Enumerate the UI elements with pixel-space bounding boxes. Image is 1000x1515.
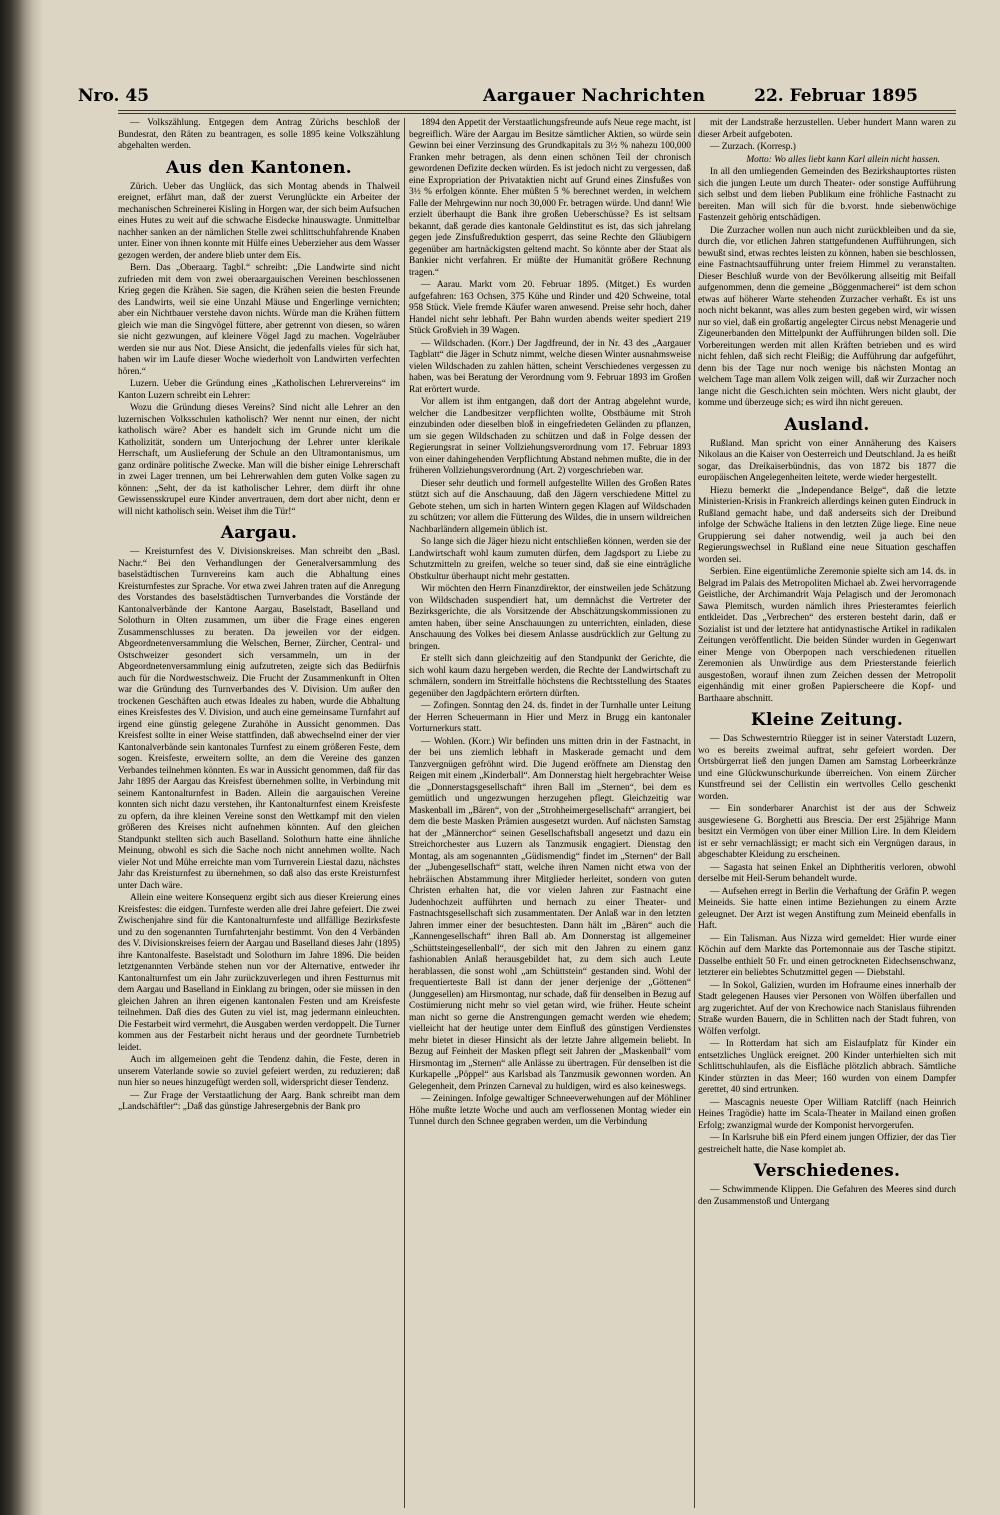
section-heading-verschiedenes: Verschiedenes. (753, 1161, 901, 1181)
header-rule-2 (118, 113, 956, 114)
issue-date: 22. Februar 1895 (754, 86, 918, 106)
article-zeiningen: — Zeiningen. Infolge gewaltiger Schneeverwehungen auf der Möhliner Höhe mußte letzte Woche und auch am verflossenen Montag wieder ein Tunnel durch den Schnee gegraben werden, um die Verbindung (409, 1094, 691, 1127)
zurzach-motto: Motto: Wo alles liebt kann Karl allein nicht hassen. (746, 154, 940, 165)
article-wildschaden-2: Vor allem ist ihm entgangen, daß dort der Antrag abgelehnt wurde, welcher die Landbesitzer verpflichten wollte, Obstbäume mit Stroh einzubinden oder dieselben bloß in eingefriedeten Geländen zu pflanzen, um sie gegen Wildschaden zu schützen und daß in Folge dessen der Regierungsrat in seiner Vollziehungsverordnung vom 17. Februar 1893 von einer dahingehenden Verpflichtung Abstand nehmen mußte, die in der früheren Vollziehungsverordnung (Art. 2) vorgeschrieben war. (409, 397, 691, 476)
article-karlsruhe: — In Karlsruhe biß ein Pferd einem jungen Offizier, der das Tier gestreichelt hatte, die Nase komplet ab. (698, 1133, 956, 1155)
article-wildschaden: — Wildschaden. (Korr.) Der Jagdfreund, der in Nr. 43 des „Aargauer Tagblatt“ die Jäger in Schutz nimmt, welche diesen Winter ausnahmsweise vielen Wildschaden zu zahlen hätten, scheint Verschiedenes vergessen zu haben, was bei Beratung der Verordnung vom 9. Februar 1893 im Großen Rat erörtert wurde. (409, 338, 691, 395)
article-zurzach: — Zurzach. (Korresp.) (710, 142, 796, 152)
article-wildschaden-6: Er stellt sich dann gleichzeitig auf den Standpunkt der Gerichte, die sich wohl kaum dazu hergeben werden, die Rechte der Landwirtschaft zu schmälern, sondern im Streitfalle höchstens die Rechtsstellung des Staates gegenüber den Jagdpächtern erörtern dürften. (409, 654, 691, 699)
page-gutter (0, 0, 42, 1515)
section-heading-kantonen: Aus den Kantonen. (166, 157, 352, 178)
article-klippen: — Schwimmende Klippen. Die Gefahren des Meeres sind durch den Zusammenstoß und Untergang (698, 1185, 956, 1207)
article-sagasta: — Sagasta hat seinen Enkel an Diphtheritis verloren, obwohl derselbe mit Heil-Serum behandelt wurde. (698, 862, 956, 884)
column-3 (698, 118, 956, 1508)
article-zurzach-2: In all den umliegenden Gemeinden des Bezirkshauptortes rüsten sich die jungen Leute um durch Theater- oder sonstige Aufführung sich selbst und dem lieben Publikum eine fröhliche Fastnacht zu bereiten. Man will sich für die b.vorst. hnde siebenwöchige Fastenzeit gehörig entschädigen. (698, 167, 956, 223)
article-luzern-quote: Wozu die Gründung dieses Vereins? Sind nicht alle Lehrer an den luzernischen Volksschulen katholisch? Wer nennt nur einen, der nicht katholisch wäre? Aber es handelt sich im Grunde nicht um die Katholizität, sondern um Unterjochung der Lehrer unter klerikale Herrschaft, um Auslieferung der Schule an den Ultramontanismus, um ganz ordinäre politische Zwecke. Man will die bisher einige Lehrerschaft in zwei Lager trennen, um bei Lehrerwahlen dem guten Volke sagen zu können: „Seht, der da ist katholischer Lehrer, dem dürft ihr ohne Gewissensskrupel eure Kinder anvertrauen, dem dort aber nicht, denn er will nicht katholisch sein. Weiset ihm die Tür!“ (118, 403, 400, 517)
column-divider (404, 118, 405, 1508)
article-russland-2: Hiezu bemerkt die „Independance Belge“, daß die letzte Ministerien-Krisis in Frankreich allerdings keinen guten Eindruck in Rußland gemacht habe, und daß anderseits sich der Dreibund infolge der Schwäche Italiens in den letzten Züge liege. Eine neue Gruppierung sei daher notwendig, weil ja auch bei den Regierungswechsel in Rußland eine neue Situation geschaffen worden sei. (698, 485, 956, 565)
article-verstaatlichung-cont: 1894 den Appetit der Verstaatlichungsfreunde aufs Neue rege macht, ist begreiflich. Wäre der Aargau im Besitze sämtlicher Aktien, so würde sein Gewinn bei einer Verzinsung des Grundkapitals zu 3½ % nahezu 100,000 Franken mehr betragen, als denn einen schönen Teil der chronisch gewordenen Defizite decken würden. Es ist jedoch nicht zu vergessen, daß eine Expropriation der Privataktien nicht auf Grund eines Zinsfußes von 3½ % erfolgen könnte. Eher müßten 5 % berechnet werden, in welchem Falle der Mehrgewinn nur noch 30,000 Fr. betragen würde. Und dann! Wie erzielt überhaupt die Bank ihre großen Ueberschüsse? Es ist seltsam bekannt, daß gerade dies kantonale Geldinstitut es ist, das sich jahrelang gegen jede Zinsfußreduktion gesperrt, das seine Rechte den Gläubigern gegenüber am hartnäckigsten geltend macht. So könnte aber der Staat als Bankier nicht verfahren. Er müßte der Humanität größere Rechnung tragen.“ (409, 118, 691, 278)
article-schwesterntrio: — Das Schwesterntrio Rüegger ist in seiner Vaterstadt Luzern, wo es bereits zweimal auftrat, sehr gefeiert worden. Der Ortsbürgerrat ließ den jungen Damen am Samstag Lorbeerkränze und eine Glückwunschurkunde überreichen. Von einem Zürcher Kunstfreund sei der Cellistin ein wertvolles Cello geschenkt worden. (698, 734, 956, 802)
newspaper-title: Aargauer Nachrichten (483, 86, 706, 106)
article-talisman: — Ein Talisman. Aus Nizza wird gemeldet: Hier wurde einer Köchin auf dem Markte das Portemonnaie aus der Tasche stipitzt. Dasselbe enthielt 50 Fr. und einen getrockneten Eidechsenschwanz, letzterer ein beliebtes Schutzmittel gegen — Diebstahl. (698, 933, 956, 978)
article-wildschaden-4: So lange sich die Jäger hiezu nicht entschließen können, werden sie der Landwirtschaft wohl kaum zumuten dürfen, dem Jagdsport zu Liebe zu Schutzmitteln zu greifen, welche so teuer sind, daß sie eine einträgliche Obstkultur überhaupt nicht mehr gestatten. (409, 537, 691, 582)
header-rule (118, 110, 956, 111)
article-zofingen: — Zofingen. Sonntag den 24. ds. findet in der Turnhalle unter Leitung der Herren Scheuermann in Hier und Merz in Brugg ein kantonaler Vorturnerkurs statt. (409, 701, 691, 734)
article-luzern: Luzern. Ueber die Gründung eines „Katholischen Lehrervereins“ im Kanton Luzern schreibt ein Lehrer: (118, 379, 400, 401)
article-kreisturnfest: — Kreisturnfest des V. Divisionskreises. Man schreibt den „Basl. Nachr.“ Bei den Verhandlungen der Generalversammlung des baselstädtischen Turnvereins kam auch die Abhaltung eines Kreisturnfestes zur Sprache. Vor etwa zwei Jahren traten auf die Anregung des Vorstandes des baselstädtischen Turnverbandes die Vorstände der Kantonalverbände der Kantone Aargau, Baselstadt, Baselland und Solothurn in Olten zusammen, um über die Frage eines engeren Zusammenschlusses zu beraten. Da jeweilen vor der eidgen. Abgeordnetenversammlung die Welschen, Berner, Zürcher, Central- und Ostschweizer gesondert sich versammeln, um in der Abgeordnetenversammlung einig aufzutreten, zeigte sich das Bedürfnis auch für die Nordwestschweiz. Die Frucht der Zusammenkunft in Olten war die Gründung des Turnverbandes des V. Division. Um außer den trockenen Geschäften auch etwas Ideales zu haben, wurde die Abhaltung eines Kreisfestes des V. Division, und auch eine gemeinsame Turnfahrt auf irgend eine günstig gelegene Zurahöhe in Aussicht genommen. Das Kreisfest sollte in einer Weise stattfinden, daß abwechselnd einer der vier Kantonalverbände sein kantonales Turnfest zu einem größeren Feste, dem sogen. Kreisfeste, erweitern sollte, an dem die Vereine des ganzen Verbandes teilnehmen könnten. Es war in Aussicht genommen, daß für das Jahr 1895 der Aargau das Kreisfest übernehmen sollte, in Verbindung mit seinem Kantonalturnfest in Baden. Allein die aargauischen Vereine konnten sich nicht dazu verstehen, ihr Kantonalturnfest einem Kreisfeste zu opfern, da ihre kleinen Vereine sonst den Wettkampf mit den vielen größeren des Kreises nicht aufnehmen könnten. Auf den gleichen Standpunkt stellten sich auch Baselland. Solothurn hatte eine ähnliche Meinung, obwohl es sich die Sache noch nicht annehmen wollte. Nach vieler Not und Mühe erreichte man vom Turnverein Liestal dazu, nächstes Jahr das Kreisturnfest zu übernehmen, so daß also das erste Kreisturnfest unter Dach wäre. (118, 547, 400, 891)
article-kreisturnfest-3: Auch im allgemeinen geht die Tendenz dahin, die Feste, deren in unserem Vaterlande sowie so zuviel gefeiert werden, zu reduzieren; daß nun hier so neues hinzugefügt werden soll, widerspricht dieser Tendenz. (118, 1055, 400, 1088)
article-anarchist: — Ein sonderbarer Anarchist ist der aus der Schweiz ausgewiesene G. Borghetti aus Brescia. Der erst 25jährige Mann besitzt ein Vermögen von über einer Million Lire. In dem Kleidern ist er sehr vernachlässigt; er macht sich ein Vergnügen daraus, in abgeschabter Kleidung zu erscheinen. (698, 804, 956, 860)
issue-number: Nro. 45 (78, 86, 150, 106)
article-russland: Rußland. Man spricht von einer Annäherung des Kaisers Nikolaus an die Kaiser von Oesterreich und Deutschland. Ja es heißt sogar, das Dreikaiserbündnis, das von 1872 bis 1877 die europäischen Angelegenheiten leitete, werde wieder hergestellt. (698, 438, 956, 483)
article-zurzach-3: Die Zurzacher wollen nun auch nicht zurückbleiben und da sie, durch die, vor etlichen Jahren stattgefundenen Aufführungen, sich bewußt sind, etwas rechtes leisten zu können, haben sie beschlossen, eine Fastnachtsaufführung unter freiem Himmel zu veranstalten. Dieser Beschluß wurde von der Bevölkerung allseitig mit Beifall aufgenommen, denn die gemeine „Böggenmacherei“ ist dem schon etwas auf höherer Warte stehenden Zurzacher verhaßt. Es ist uns noch nicht bekannt, was alles zum besten gegeben wird, wir wissen nur so viel, daß ein großartig angelegter Circus nebst Menagerie und Zigeunerbanden den Mittelpunkt der Aufführungen bilden soll. Die Vorbereitungen werden mit allen Kräften betrieben und es wird nicht fehlen, daß sich recht Fleißig; die Aufführung dar aufgeführt, denn bis der Tage nur noch wenige bis nächsten Montag an welchem Tage man allem Volk zeigen will, daß wir Zurzacher noch lange nicht die Gesch.ichten sein möchten. Wers nicht glaubt, der komme und überzeuge sich; es wird ihn nicht gereuen. (698, 225, 956, 408)
column-divider (694, 118, 695, 1508)
article-rotterdam: — In Rotterdam hat sich am Eislaufplatz für Kinder ein entsetzliches Unglück ereignet. 200 Kinder unterhielten sich mit Schlittschuhlaufen, als die Eisfläche plötzlich abbrach. Sämtliche Kinder stürzten in das Meer; 160 wurden von einem Dampfer gerettet, 40 sind ertrunken. (698, 1039, 956, 1095)
article-zuerich: Zürich. Ueber das Unglück, das sich Montag abends in Thalweil ereignet, erfährt man, daß der zuerst Verunglückte ein Arbeiter der mechanischen Schreinerei Kisling in Horgen war, der sich beim Aufsuchen eines Hutes zu weit auf die schwache Eisdecke hinauswagte. Unmittelbar nachher sanken an der nämlichen Stelle zwei schlittschuhfahrende Knaben unter. Einer von ihnen konnte mit Hülfe eines Ueberzieher aus dem Wasser gezogen werden, der andere blieb unter dem Eis. (118, 181, 400, 261)
column-2 (409, 118, 691, 1508)
article-serbien: Serbien. Eine eigentümliche Zeremonie spielte sich am 14. ds. in Belgrad im Palais des Metropoliten Michael ab. Zwei hervorragende Geistliche, der Archimandrit Waja Pelagisch und der Jeromonach Sawa Plemitsch, wurden nämlich ihres Priesteramtes feierlich entkleidet. Das „Verbrechen“ des ersteren besteht darin, daß er Sozialist ist und der letztere hat antidynastische Artikel in radikalen Zeitungen veröffentlicht. Die beiden Sünder wurden in Gegenwart einer Menge von Oberpopen nach verschiedenen rituellen Zeremonien als Unwürdige aus dem Priesterstande feierlich ausgestoßen, worauf ihnen zum Zeichen dessen der Metropolit eigenhändig mit einer großen Papierscheere die Kopf- und Barthaare abschnitt. (698, 567, 956, 704)
section-heading-aargau: Aargau. (220, 523, 298, 543)
article-wohlen: — Wohlen. (Korr.) Wir befinden uns mitten drin in der Fastnacht, in der bei uns ziemlich lebhaft in Maskerade gemacht und dem Tanzvergnügen gefröhnt wird. Die Jugend eröffnete am Dienstag den Reigen mit einem „Kinderball“. Am Donnerstag hielt hergebrachter Weise die „Donnerstagsgesellschaft“ ihren Ball im „Sternen“, bei dem es gemütlich und ungezwungen herzugehen pflegt. Gleichzeitig war Maskenball im „Bären“, von der „Strohheimergesellschaft“ arrangiert, bei dem die beste Masken Prämien ausgesetzt wurden. Auf nächsten Samstag hat der „Männerchor“ seinen Gesellschaftsball angesetzt und dazu ein Streichorchester aus Luzern als Tanzmusik engagiert. Dienstag den Montag, als am sogenannten „Güdismendig“ findet im „Sternen“ der Ball der „Jubengesellschaft“ statt, welche ihren Namen nicht etwa von der hebräischen Abstammung ihrer Mitglieder herleitet, sondern von guten Christen erhalten hat, die vor vielen Jahren zur Fastnacht eine Judenhochzeit aufführten und hernach zu einer Theater- und Fastnachtsgesellschaft sich zusammentaten. Der Anlaß war in den letzten Jahren immer einer der besuchtesten. Dann hält im „Bären“ auch die „Kannengesellschaft“ ihren Ball ab. Am Donnerstag ist allgemeiner „Schüttsteingesellenball“, der sich mit den Jahren zu einem ganz fashionablen Anlaß herausgebildet hat, zu dem sich auch Leute herablassen, die sonst wohl „am Schüttstein“ gestanden sind. Wohl der frequentierteste Ball ist dann der jener derjenige der „Göttenen“ (Junggesellen) am Hirsmontag, nur schade, daß für denselben in Bezug auf Costümierung nicht mehr so viel getan wird, wie früher. Heute scheint man nicht so gerne die Anstrengungen gemacht werden wie ehedem; vielleicht hat der heutige unter dem Einfluß des günstigen Verdienstes mehr bietet in dieser Hinsicht als der letzte Jahre allgemein beliebt. In Bezug auf Feinheit der Masken pflegt seit Jahren der „Maskenball“ vom Hirsmontag im „Sternen“ alle Anlässe zu übertragen. Für denselben ist die Kurkapelle „Pöppel“ aus Karlsbad als Tanzmusik gewonnen worden. An Gelegenheit, dem Prinzen Carneval zu huldigen, wird es also keineswegs. (409, 736, 691, 1092)
article-berlin: — Aufsehen erregt in Berlin die Verhaftung der Gräfin P. wegen Meineids. Sie hatte einen intime Beziehungen zu einem Arzte geleugnet. Der Arzt ist wegen Anstiftung zum Meineid ebenfalls in Haft. (698, 886, 956, 931)
article-aarau-markt: — Aarau. Markt vom 20. Februar 1895. (Mitget.) Es wurden aufgefahren: 163 Ochsen, 375 Kühe und Rinder und 420 Schweine, total 958 Stück. Viele fremde Käufer waren anwesend. Preise sehr hoch, daher Handel nicht sehr lebhaft. Per Bahn wurden abends weiter spediert 219 Stück Großvieh in 39 Wagen. (409, 280, 691, 336)
section-heading-kleine-zeitung: Kleine Zeitung. (750, 710, 904, 730)
section-heading-ausland: Ausland. (784, 414, 870, 435)
article-sokol: — In Sokol, Galizien, wurden im Hofraume eines innerhalb der Stadt gelegenen Hauses vier Personen von Wölfen überfallen und arg zugerichtet. Auf der von Krechowice nach Stanislaus führenden Straße wurden Bauern, die in Schlitten nach der Stadt fuhren, von Wölfen verfolgt. (698, 980, 956, 1037)
column-1 (118, 118, 400, 1508)
article-wildschaden-5: Wir möchten den Herrn Finanzdirektor, der einstweilen jede Schätzung von Wildschaden suspendiert hat, um demnächst die Vertreter der Bezirksgerichte, die als Vorsitzende der Abschätzungskommissionen zu amten haben, über seine Anschauungen zu unterrichten, einladen, diese Anschauung des Volkes bei diesem Anlasse ausdrücklich zur Geltung zu bringen. (409, 584, 691, 652)
article-mascagni: — Mascagnis neueste Oper William Ratcliff (nach Heinrich Heines Tragödie) hatte im Scala-Theater in Mailand einen großen Erfolg; zwanzigmal wurde der Komponist hervorgerufen. (698, 1097, 956, 1131)
masthead (78, 86, 958, 110)
article-zeiningen-cont: mit der Landstraße herzustellen. Ueber hundert Mann waren zu dieser Arbeit aufgeboten. (698, 118, 956, 140)
article-wildschaden-3: Dieser sehr deutlich und formell aufgestellte Willen des Großen Rates stützt sich auf die Anschauung, daß den Jägern verschiedene Mittel zu Gebote stehen, um sich in harten Wintern gegen Klagen auf Wildschaden zu schützen; vor allem die Fütterung des Wildes, die in unsern wildreichen Nachbarländern allgemein üblich ist. (409, 478, 691, 535)
article-volkszaehlung: — Volkszählung. Entgegen dem Antrag Zürichs beschloß der Bundesrat, den Räten zu beantragen, es solle 1895 keine Volkszählung abgehalten werden. (118, 118, 400, 151)
article-kreisturnfest-2: Allein eine weitere Konsequenz ergibt sich aus dieser Kreierung eines Kreisfestes: die eidgen. Turnfeste werden alle drei Jahre gefeiert. Die zwei Zwischenjahre sind für die Kantonalturnfeste und allfällige Bezirksfeste und zu den sogenannten Turnfahrtenjahr bestimmt. Von den 4 Verbänden des V. Divisionskreises feiern der Aargau und Baselland dieses Jahr (1895) ihre Kantonalfeste. Baselstadt und Solothurn im Jahre 1896. Die beiden letztgenannten Verbände stehen nun vor der Alternative, entweder ihr Kantonalturnfest um ein Jahr zurückzuverlegen und ihren Festturnus mit dem Aargau und Baselland in Einklang zu bringen, oder sie müssen in den gleichen Jahren an ihren eigenen kantonalen Festen und am Kreisfeste teilnehmen. Daß dies des Guten zu viel ist, mag jedermann einleuchten. Die Festarbeit wird vermehrt, die Ausgaben werden verdoppelt. Die Turner kommen aus der Festarbeit nicht heraus und der geordnete Turnbetrieb leidet. (118, 893, 400, 1053)
article-verstaatlichung: — Zur Frage der Verstaatlichung der Aarg. Bank schreibt man dem „Landschäftler“: „Daß das günstige Jahresergebnis der Bank pro (118, 1090, 400, 1112)
article-bern: Bern. Das „Oberaarg. Tagbl.“ schreibt: „Die Landwirte sind nicht zufrieden mit dem von zwei oberaargauischen Vereinen beschlossenen Krieg gegen die Krähen. Sie sagen, die Krähen seien die besten Freunde des Landwirts, weil sie eine Unzahl Mäuse und Engerlinge vernichten; aber ein Nichtbauer verstehe davon nichts. Würde man die Krähen füttern gleich wie man die Singvögel füttere, aber getrennt von diesen, so wären sie nicht gezwungen, auf kleinere Vögel Jagd zu machen. Vogelräuber werden sie nur aus Not. Diese Ansicht, die jedenfalls vieles für sich hat, haben wir im Laufe dieser Woche wiederholt von Landwirten verfechten hören.“ (118, 263, 400, 377)
